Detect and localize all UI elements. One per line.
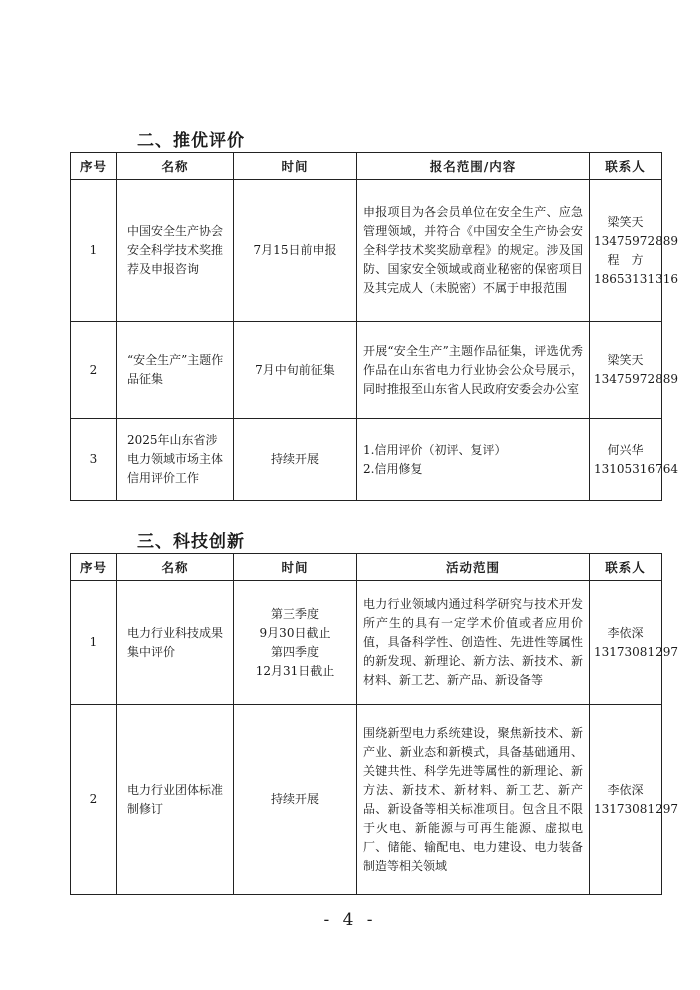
page-number: - 4 -	[323, 910, 377, 930]
row-time: 7月15日前申报	[234, 180, 357, 322]
table-row	[71, 581, 662, 705]
row-contact: 何兴华 13105316764	[590, 419, 662, 501]
row-time: 持续开展	[234, 705, 357, 895]
row-time: 第三季度 9月30日截止 第四季度 12月31日截止	[234, 581, 357, 705]
row-scope: 1.信用评价（初评、复评） 2.信用修复	[357, 419, 590, 501]
header-time: 时间	[234, 153, 357, 180]
row-number: 3	[71, 419, 117, 501]
row-number: 1	[71, 180, 117, 322]
row-number: 2	[71, 322, 117, 419]
row-time: 7月中旬前征集	[234, 322, 357, 419]
row-contact: 李依深 13173081297	[590, 581, 662, 705]
row-contact: 梁笑天 13475972889 程 方 18653131316	[590, 180, 662, 322]
header-name: 名称	[117, 554, 234, 581]
header-scope: 报名范围/内容	[357, 153, 590, 180]
table-row	[71, 419, 662, 501]
row-scope: 申报项目为各会员单位在安全生产、应急管理领域，并符合《中国安全生产协会安全科学技术奖奖励章程》的规定。涉及国防、国家安全领域或商业秘密的保密项目及其完成人（未脱密）不属于申报范围	[357, 180, 590, 322]
row-name: 2025年山东省涉电力领域市场主体信用评价工作	[117, 419, 234, 501]
section-title-innovation: 三、科技创新	[137, 532, 245, 552]
header-contact: 联系人	[590, 554, 662, 581]
row-contact: 李依深 13173081297	[590, 705, 662, 895]
row-name: “安全生产”主题作品征集	[117, 322, 234, 419]
header-contact: 联系人	[590, 153, 662, 180]
row-number: 2	[71, 705, 117, 895]
header-time: 时间	[234, 554, 357, 581]
row-contact: 梁笑天 13475972889	[590, 322, 662, 419]
row-time: 持续开展	[234, 419, 357, 501]
header-scope: 活动范围	[357, 554, 590, 581]
row-scope: 围绕新型电力系统建设，聚焦新技术、新产业、新业态和新模式，具备基础通用、关键共性、科学先进等属性的新理论、新方法、新技术、新材料、新工艺、新产品、新设备等相关标准项目。包含且不限于火电、新能源与可再生能源、虚拟电厂、储能、输配电、电力建设、电力装备制造等相关领域	[357, 705, 590, 895]
table-header-row	[71, 554, 662, 581]
section-title-recommendation: 二、推优评价	[137, 131, 245, 151]
recommendation-table	[70, 152, 678, 501]
row-number: 1	[71, 581, 117, 705]
table-row	[71, 705, 662, 895]
innovation-table	[70, 553, 678, 895]
row-name: 电力行业团体标准制修订	[117, 705, 234, 895]
row-scope: 电力行业领域内通过科学研究与技术开发所产生的具有一定学术价值或者应用价值，具备科学性、创造性、先进性等属性的新发现、新理论、新方法、新技术、新材料、新工艺、新产品、新设备等	[357, 581, 590, 705]
table-row	[71, 322, 662, 419]
row-scope: 开展“安全生产”主题作品征集，评选优秀作品在山东省电力行业协会公众号展示，同时推报至山东省人民政府安委会办公室	[357, 322, 590, 419]
table-row	[71, 180, 662, 322]
header-no: 序号	[71, 554, 117, 581]
row-name: 中国安全生产协会安全科学技术奖推荐及申报咨询	[117, 180, 234, 322]
header-name: 名称	[117, 153, 234, 180]
table-header-row	[71, 153, 662, 180]
header-no: 序号	[71, 153, 117, 180]
row-name: 电力行业科技成果集中评价	[117, 581, 234, 705]
